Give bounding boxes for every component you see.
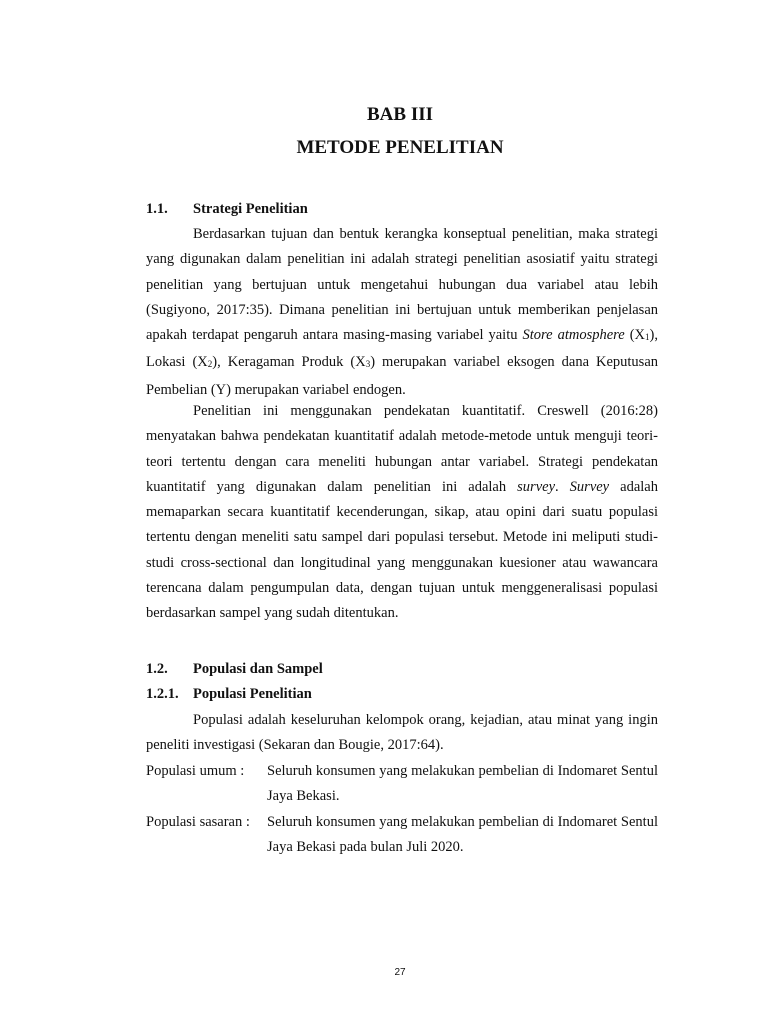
- text-run: adalah memaparkan secara kuantitatif kecenderungan, sikap, atau opini dari suatu populasi tertentu dengan meneliti satu sampel dari populasi tersebut. Metode ini meliputi studi-studi cross-sectional dan longitudinal yang menggunakan kuesioner atau wawancara terencana dalam pengumpulan data, dengan tujuan untuk menggeneralisasi populasi berdasarkan sampel yang sudah ditentukan.: [146, 478, 658, 622]
- definition-populasi-sasaran: [146, 810, 658, 861]
- text-run: Penelitian ini menggunakan pendekatan kuantitatif. Creswell (2016:28) menyatakan bahwa pendekatan kuantitatif adalah metode-metode untuk menguji teori-teori tertentu dengan cara meneliti hubungan antar variabel. Strategi pendekatan kuantitatif yang digunakan dalam penelitian ini adalah: [146, 403, 658, 495]
- definition-label: Populasi sasaran :: [146, 814, 250, 830]
- paragraph-populasi: Populasi adalah keseluruhan kelompok orang, kejadian, atau minat yang ingin peneliti investigasi (Sekaran dan Bougie, 2017:64).: [146, 712, 658, 754]
- definition-label: Populasi umum :: [146, 763, 245, 779]
- text-run: (X: [624, 327, 646, 344]
- subsection-title: Populasi Penelitian: [193, 686, 312, 702]
- chapter-label: BAB III: [367, 104, 433, 125]
- paragraph-strategi-1: [146, 222, 658, 403]
- italic-term: survey: [517, 478, 555, 495]
- section-heading-populasi: [146, 661, 323, 678]
- chapter-title: METODE PENELITIAN: [296, 137, 504, 158]
- subscript: 1: [645, 332, 650, 343]
- text-run: ), Lokasi (X: [146, 327, 658, 371]
- subsection-number: 1.2.1.: [146, 686, 179, 702]
- text-run: Berdasarkan tujuan dan bentuk kerangka konseptual penelitian, maka strategi yang digunakan dalam penelitian ini adalah strategi penelitian asosiatif yaitu strategi penelitian yang bertujuan untuk mengetahui hubungan dua variabel atau lebih (Sugiyono, 2017:35). Dimana penelitian ini bertujuan untuk memberikan penjelasan apakah terdapat pengaruh antara masing-masing variabel yaitu: [146, 226, 658, 344]
- definition-populasi-umum: [146, 759, 658, 810]
- definition-value: Seluruh konsumen yang melakukan pembelian di Indomaret Sentul Jaya Bekasi pada bulan Juli 2020.: [267, 814, 658, 856]
- section-title: Strategi Penelitian: [193, 201, 308, 217]
- section-heading-strategi: [146, 201, 308, 218]
- subsection-heading: [146, 686, 312, 703]
- page-number: 27: [394, 967, 406, 978]
- definition-value: Seluruh konsumen yang melakukan pembelian di Indomaret Sentul Jaya Bekasi.: [267, 763, 658, 805]
- paragraph-strategi-2: [146, 399, 658, 627]
- section-number: 1.2.: [146, 661, 168, 677]
- text-run: .: [555, 478, 570, 495]
- section-title: Populasi dan Sampel: [193, 661, 323, 677]
- italic-term: Survey: [569, 478, 610, 495]
- subscript: 2: [207, 359, 213, 370]
- text-run: ), Keragaman Produk (X: [212, 354, 366, 371]
- text-run: ) merupakan variabel eksogen dana Keputusan Pembelian (Y) merupakan variabel endogen.: [146, 354, 659, 398]
- italic-term: Store atmosphere: [522, 327, 625, 344]
- section-number: 1.1.: [146, 201, 168, 217]
- subscript: 3: [365, 359, 371, 370]
